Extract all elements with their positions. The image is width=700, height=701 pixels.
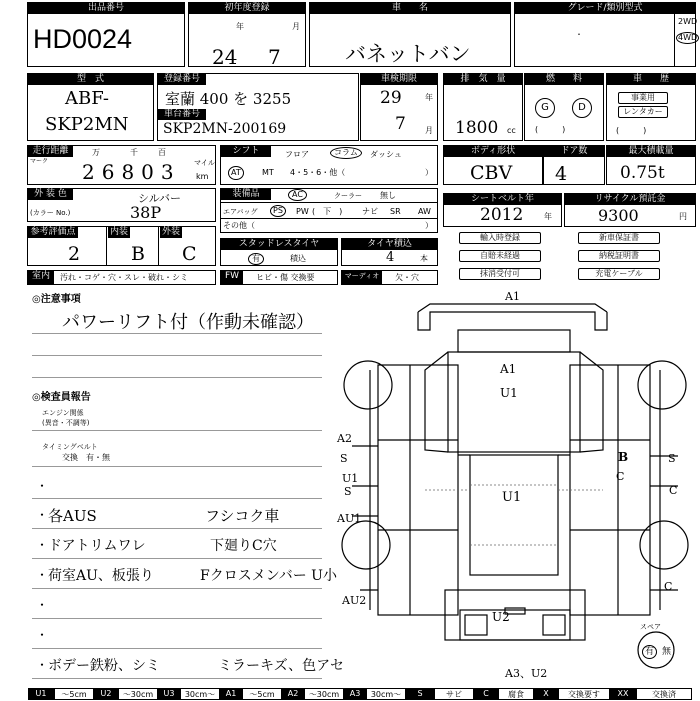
model-name-label: 車 名 xyxy=(310,3,510,14)
diagram-au1: AU1 xyxy=(337,512,362,525)
legend-0: U1 xyxy=(28,688,54,700)
bullet-5: ・ xyxy=(36,598,49,612)
seatbelt-value: 2012 xyxy=(480,205,524,225)
equipment-label: 装備品 xyxy=(221,189,271,200)
diagram-s2: S xyxy=(344,485,352,498)
fuel-g: G xyxy=(535,98,555,118)
diagram-b: B xyxy=(618,450,629,464)
chassis-value: SKP2MN-200169 xyxy=(163,121,287,137)
legend-10: A3 xyxy=(344,688,366,700)
equipment-navi: ナビ xyxy=(362,207,378,216)
mileage-unit-1k: 千 xyxy=(130,148,138,157)
history-paren: ( ) xyxy=(616,126,647,135)
shift-label: シフト xyxy=(221,146,271,157)
type-code: SKP2MN xyxy=(45,114,129,135)
equipment-ps: PS xyxy=(270,205,286,217)
fuel-paren: ( ) xyxy=(535,125,566,134)
equipment-aw: AW xyxy=(418,207,431,216)
report-3b: Fクロスメンバー U小 xyxy=(200,568,337,584)
equipment-other-close: ） xyxy=(425,221,433,230)
diagram-c-r: C xyxy=(669,484,678,497)
color-label: 外 装 色 xyxy=(28,189,73,200)
inspector-rule-5 xyxy=(32,558,322,559)
doc-warranty: 新車保証書 xyxy=(578,232,660,244)
shift-at: AT xyxy=(228,166,244,180)
type-label: 型 式 xyxy=(28,74,153,85)
report-1b: フシコク車 xyxy=(205,507,280,525)
mileage-unit-km: km xyxy=(196,172,209,181)
diagram-u1: U1 xyxy=(500,386,518,400)
fuel-d: D xyxy=(572,98,592,118)
grades-divider-2 xyxy=(158,226,159,266)
grades-label: 参考評価点 xyxy=(28,227,78,238)
equipment-divider-2 xyxy=(221,218,437,219)
color-code: 38P xyxy=(130,203,162,222)
inspector-rule-4 xyxy=(32,528,322,529)
inspection-year-unit: 年 xyxy=(425,93,433,102)
grades-interior: B xyxy=(131,243,145,265)
bullet-2: ・ xyxy=(36,508,49,522)
doors-value: 4 xyxy=(555,163,568,185)
reg-value: 室蘭 400 を 3255 xyxy=(165,90,292,108)
inspector-rule-1 xyxy=(32,430,322,431)
tire-value: 4 xyxy=(386,250,395,265)
studless-stacked: 積込 xyxy=(290,254,306,263)
inspector-rule-7 xyxy=(32,618,322,619)
shift-floor: フロア xyxy=(285,150,309,159)
drive-2wd: 2WD xyxy=(678,17,698,26)
diagram-s: S xyxy=(340,452,348,465)
inspection-label: 車検期限 xyxy=(361,74,437,85)
lot-label: 出品番号 xyxy=(28,3,184,14)
legend-8: A2 xyxy=(282,688,304,700)
legend-13: サビ xyxy=(434,688,474,700)
legend-7: ～5cm xyxy=(242,688,282,700)
legend-6: A1 xyxy=(220,688,242,700)
legend-15: 腐食 xyxy=(498,688,534,700)
capacity-value: 0.75t xyxy=(620,163,665,183)
inspector-rule-3 xyxy=(32,498,322,499)
diagram-u1-center: U1 xyxy=(502,490,522,505)
report-4b: ミラーキズ、色アセ xyxy=(218,658,344,674)
history-rental: レンタカー xyxy=(618,106,668,118)
grades-divider-1 xyxy=(106,226,107,266)
disp-value: 1800 xyxy=(455,118,499,138)
equipment-cooler: クーラー xyxy=(334,192,362,200)
inspector-rule-9 xyxy=(32,678,322,679)
legend-3: ～30cm xyxy=(118,688,158,700)
inspector-rule-8 xyxy=(32,648,322,649)
drive-4wd: 4WD xyxy=(678,33,698,42)
chassis-label: 車台番号 xyxy=(158,109,206,120)
month-unit: 月 xyxy=(292,22,300,31)
doc-tax: 納税証明書 xyxy=(578,250,660,262)
inspection-year: 29 xyxy=(380,88,402,108)
report-2: ドアトリムワレ xyxy=(48,538,146,554)
model-name-value: バネットバン xyxy=(345,42,471,66)
inspector-belt-label: タイミングベルト xyxy=(42,443,98,451)
diagram-a1: A1 xyxy=(500,362,517,376)
body-style-value: CBV xyxy=(470,162,513,184)
mileage-unit-100: 百 xyxy=(158,148,166,157)
bullet-3: ・ xyxy=(36,538,49,552)
inspection-month: 7 xyxy=(395,114,406,134)
first-reg-month: 7 xyxy=(268,45,281,69)
shift-dash: ダッシュ xyxy=(370,150,402,159)
shift-column: コラム xyxy=(330,147,362,159)
body-style-label: ボディ形状 xyxy=(444,146,542,157)
diagram-c-r2: C xyxy=(664,580,673,593)
bullet-4: ・ xyxy=(36,568,49,582)
legend-19: 交換済 xyxy=(636,688,692,700)
first-reg-year: 24 xyxy=(212,45,238,69)
tire-unit: 本 xyxy=(420,254,428,263)
capacity-label: 最大積載量 xyxy=(607,146,695,157)
disp-unit: cc xyxy=(507,126,516,135)
legend-4: U3 xyxy=(158,688,180,700)
inspector-engine-sub: (異音・不調等) xyxy=(42,419,90,427)
bullet-7: ・ xyxy=(36,658,49,672)
diagram-spare-no: 無 xyxy=(662,647,672,657)
seatbelt-unit: 年 xyxy=(544,212,552,221)
fuel-label: 燃 料 xyxy=(525,74,603,85)
type-value: ABF- xyxy=(65,88,109,109)
recycle-value: 9300 xyxy=(598,206,639,225)
lot-number: HD0024 xyxy=(33,24,133,54)
equipment-pw-paren: ( 下 ) xyxy=(312,207,343,216)
reg-label: 登録番号 xyxy=(158,74,206,85)
recycle-label: リサイクル預託金 xyxy=(565,194,695,205)
shift-mt: MT xyxy=(262,168,274,177)
notes-rule-3 xyxy=(32,377,322,378)
diagram-s-r: S xyxy=(668,452,676,465)
legend-9: ～30cm xyxy=(304,688,344,700)
inspector-engine-label: エンジン関係 xyxy=(42,409,84,417)
notes-rule-1 xyxy=(32,333,322,334)
notes-line1: パワーリフト付（作動未確認） xyxy=(62,312,314,333)
equipment-sr: SR xyxy=(390,207,401,216)
diagram-spare-yes: 有 xyxy=(642,645,657,659)
interior-label: 室内 xyxy=(28,271,54,284)
mileage-mark: マーク xyxy=(30,158,49,165)
inspector-belt-value: 交換 有・無 xyxy=(62,453,110,462)
report-2b: 下廻りC穴 xyxy=(210,538,277,554)
fw-items: ヒビ・傷 交換要 xyxy=(256,273,315,282)
studless-label: スタッドレスタイヤ xyxy=(221,239,337,250)
diagram-u2: U2 xyxy=(492,610,510,624)
notes-title: ◎注意事項 xyxy=(32,294,81,305)
legend-16: X xyxy=(534,688,558,700)
fw-label: FW xyxy=(221,271,243,284)
doc-erasure: 抹消受付可 xyxy=(459,268,541,280)
grade-divider xyxy=(674,14,675,66)
doors-label: ドア数 xyxy=(544,146,604,157)
inspector-title: ◎検査員報告 xyxy=(32,392,91,403)
doc-selfcheck: 自賠未経過 xyxy=(459,250,541,262)
report-3: 荷室AU、板張り xyxy=(48,568,154,584)
legend-18: XX xyxy=(610,688,636,700)
diagram-a3-u2: A3、U2 xyxy=(505,667,548,680)
grades-interior-label: 内装 xyxy=(109,227,128,237)
mileage-unit-10k: 万 xyxy=(92,148,100,157)
color-sub-label: (カラー No.) xyxy=(30,209,71,217)
diagram-au2: AU2 xyxy=(342,594,367,607)
legend-12: S xyxy=(406,688,434,700)
seatbelt-label: シートベルト年 xyxy=(444,194,561,205)
grade-label: グレード/類別型式 xyxy=(515,3,695,14)
color-value: シルバー xyxy=(138,192,181,205)
diagram-a1-top: A1 xyxy=(505,290,520,303)
equipment-pw: PW xyxy=(296,207,309,216)
bullet-6: ・ xyxy=(36,628,49,642)
legend-17: 交換要す xyxy=(558,688,610,700)
recycle-unit: 円 xyxy=(679,212,687,221)
doc-manual: 輸入時登録 xyxy=(459,232,541,244)
disp-label: 排 気 量 xyxy=(444,74,522,85)
inspector-rule-6 xyxy=(32,588,322,589)
interior-items: 汚れ・コゲ・穴・スレ・破れ・シミ xyxy=(60,273,188,282)
grades-overall: 2 xyxy=(68,243,81,265)
report-4: ボデー鉄粉、シミ xyxy=(48,658,160,674)
shift-gears: 4・5・6・他（ xyxy=(290,168,346,177)
grades-exterior-label: 外装 xyxy=(161,227,180,237)
diagram-spare: スペア xyxy=(640,623,661,631)
studless-yes: 有 xyxy=(248,253,264,265)
year-unit: 年 xyxy=(236,22,244,31)
tire-label: タイヤ積込 xyxy=(342,239,437,250)
grade-value: ・ xyxy=(575,30,583,39)
diagram-a2: A2 xyxy=(337,432,352,445)
equipment-airbag: エアバッグ xyxy=(223,208,258,216)
inspector-rule-2 xyxy=(32,466,322,467)
diagram-c: C xyxy=(616,470,625,483)
equipment-divider xyxy=(221,202,437,203)
doc-cable: 充電ケーブル xyxy=(578,268,660,280)
legend-1: ～5cm xyxy=(54,688,94,700)
diagram-u1b: U1 xyxy=(342,472,359,485)
report-1: 各AUS xyxy=(48,507,97,525)
history-business: 事業用 xyxy=(618,92,668,104)
legend-11: 30cm～ xyxy=(366,688,406,700)
equipment-none: 無し xyxy=(380,191,396,200)
mileage-label: 走行距離 xyxy=(28,146,73,157)
equipment-other: その他（ xyxy=(223,221,255,230)
legend-5: 30cm～ xyxy=(180,688,220,700)
legend-14: C xyxy=(474,688,498,700)
shift-close: ） xyxy=(425,168,433,177)
first-reg-label: 初年度登録 xyxy=(189,3,305,14)
history-label: 車 歴 xyxy=(607,74,695,85)
equipment-ac: AC xyxy=(288,189,307,201)
mat-label: マーディオ xyxy=(342,271,382,284)
notes-rule-2 xyxy=(32,355,322,356)
mileage-value: 26803 xyxy=(82,160,181,184)
bullet-1: ・ xyxy=(36,479,49,493)
mat-items: 欠・穴 xyxy=(395,273,419,282)
inspection-month-unit: 月 xyxy=(425,126,433,135)
grades-exterior: C xyxy=(182,243,197,265)
legend-2: U2 xyxy=(94,688,118,700)
mileage-unit-mile: マイル xyxy=(194,159,215,167)
